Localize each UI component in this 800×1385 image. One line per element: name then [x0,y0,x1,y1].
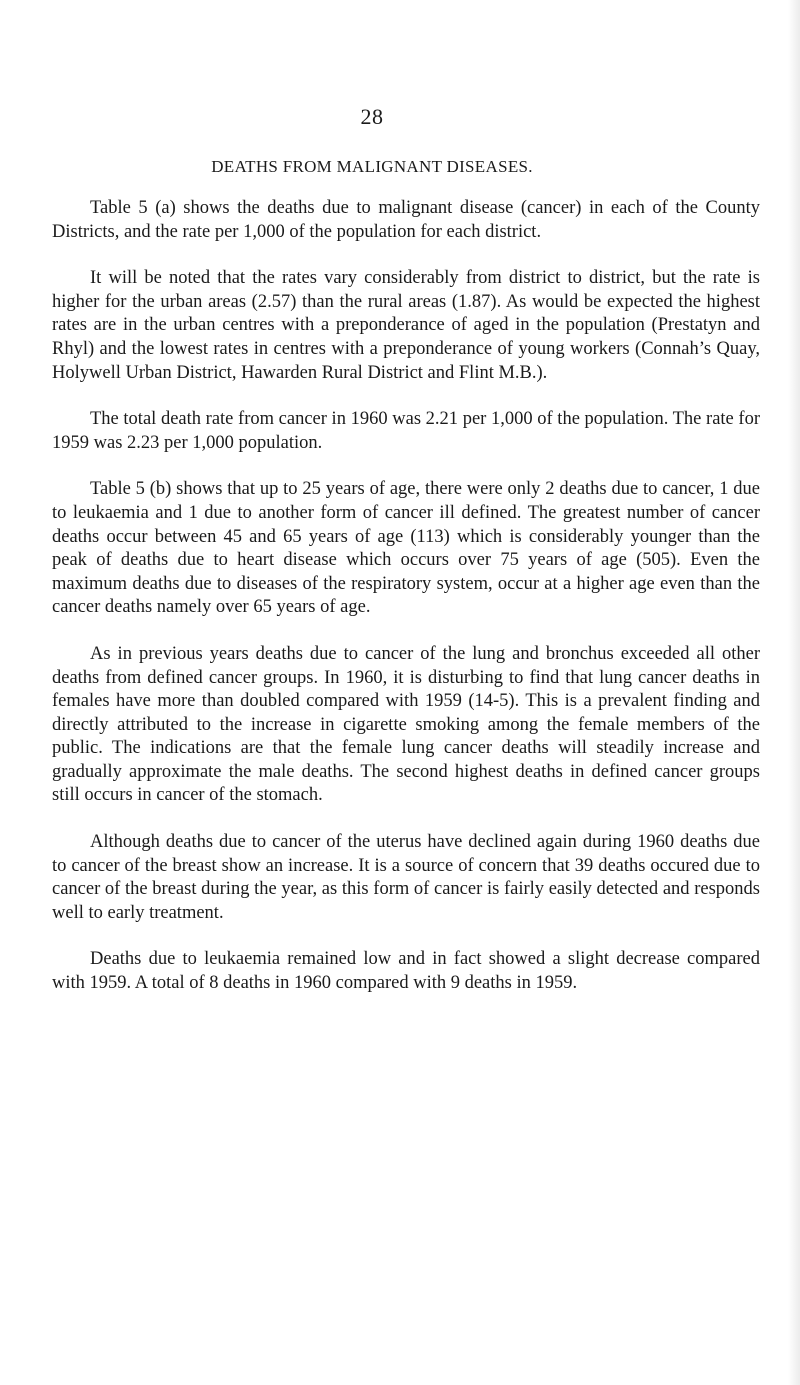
body-text [52,197,760,1019]
paragraph-total-death-rate: The total death rate from cancer in 1960 was 2.21 per 1,000 of the population. The rate for 1959 was 2.23 per 1,000 population. [52,409,760,453]
paragraph-table-5a: Table 5 (a) shows the deaths due to malignant disease (cancer) in each of the County Districts, and the rate per 1,000 of the population for each district. [52,198,760,242]
page-edge-shadow [788,0,800,1385]
paragraph-rates-by-district: It will be noted that the rates vary considerably from district to district, but the rate is higher for the urban areas (2.57) than the rural areas (1.87). As would be expected the highest rates are in the urban centres with a preponderance of aged in the population (Prestatyn and Rhyl) and the lowest rates in centres with a preponderance of young workers (Connah’s Quay, Holywell Urban District, Hawarden Rural District and Flint M.B.). [52,268,760,383]
paragraph-breast-uterus: Although deaths due to cancer of the uterus have declined again during 1960 deaths due to cancer of the breast show an increase. It is a source of concern that 39 deaths occured due to cancer of the breast during the year, as this form of cancer is fairly easily detected and responds well to early treatment. [52,832,760,923]
page-number: 28 [360,104,384,129]
paragraph-table-5b: Table 5 (b) shows that up to 25 years of age, there were only 2 deaths due to cancer, 1 due to leukaemia and 1 due to another form of cancer ill defined. The greatest number of cancer deaths occur between 45 and 65 years of age (113) which is considerably younger than the peak of deaths due to heart disease which occurs over 75 years of age (505). Even the maximum deaths due to diseases of the respiratory system, occur at a higher age even than the cancer deaths namely over 65 years of age. [52,479,760,618]
paragraph-leukaemia: Deaths due to leukaemia remained low and in fact showed a slight decrease compared with 1959. A total of 8 deaths in 1960 compared with 9 deaths in 1959. [52,949,760,994]
paragraph-lung-cancer: As in previous years deaths due to cancer of the lung and bronchus exceeded all other deaths from defined cancer groups. In 1960, it is disturbing to find that lung cancer deaths in females have more than doubled compared with 1959 (14-5). This is a prevalent finding and directly attributed to the increase in cigarette smoking among the female members of the public. The indications are that the female lung cancer deaths will steadily increase and gradually approximate the male deaths. The second highest deaths in defined cancer groups still occurs in cancer of the stomach. [52,643,760,806]
section-heading: DEATHS FROM MALIGNANT DISEASES. [211,157,533,176]
